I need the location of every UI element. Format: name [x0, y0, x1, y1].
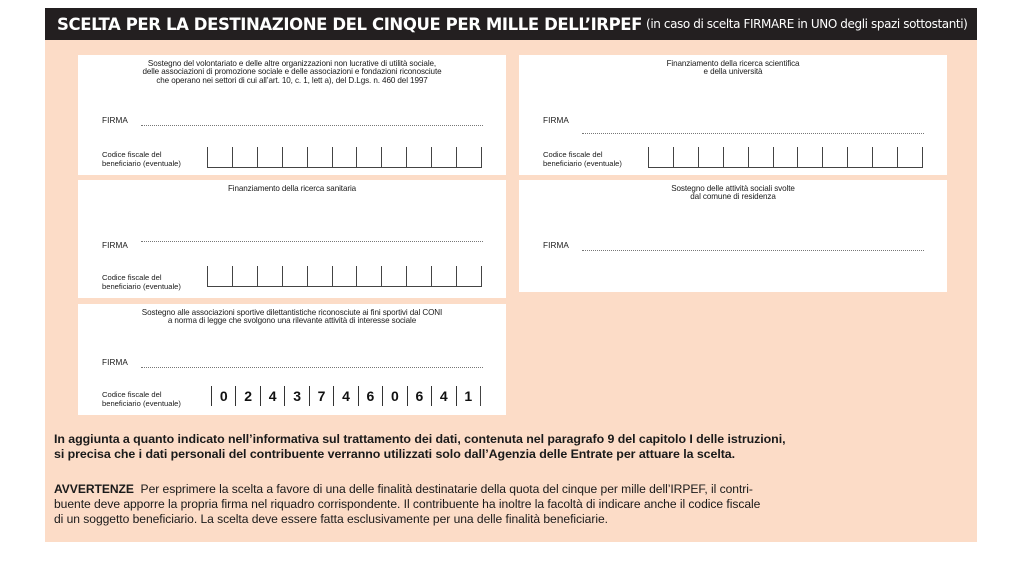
codice-fiscale-digit-cell[interactable] — [431, 266, 456, 286]
codice-fiscale-digit-cell[interactable]: 4 — [333, 386, 357, 406]
codice-fiscale-label: Codice fiscale del beneficiario (eventuale) — [102, 273, 181, 291]
codice-fiscale-digit-cell[interactable] — [456, 147, 482, 167]
codice-fiscale-digit-cell[interactable] — [381, 147, 406, 167]
codice-fiscale-label: Codice fiscale del beneficiario (eventuale) — [543, 150, 622, 168]
box-ricerca-sanitaria — [78, 180, 506, 298]
codice-fiscale-digit-cell[interactable]: 0 — [211, 386, 235, 406]
codice-fiscale-label: Codice fiscale del beneficiario (eventuale) — [102, 150, 181, 168]
codice-fiscale-label: Codice fiscale del beneficiario (eventuale) — [102, 390, 181, 408]
codice-fiscale-digit-cell[interactable] — [797, 147, 822, 167]
codice-fiscale-digit-cell[interactable] — [332, 147, 357, 167]
codice-fiscale-digit-cell[interactable] — [232, 147, 257, 167]
firma-label: FIRMA — [102, 116, 128, 125]
box-title: Sostegno delle attività sociali svolte dal comune di residenza — [671, 184, 795, 202]
privacy-note: In aggiunta a quanto indicato nell’informativa sul trattamento dei dati, contenuta nel paragrafo 9 del capitolo I delle istruzioni, si precisa che i dati personali del contribuente verranno utilizzati solo dall’Agenzia delle Entrate per attuare la scelta. — [54, 432, 786, 461]
codice-fiscale-digit-cell[interactable]: 2 — [235, 386, 259, 406]
codice-fiscale-digit-cell[interactable] — [406, 147, 431, 167]
firma-signature-line[interactable] — [141, 241, 483, 242]
codice-fiscale-digit-cell[interactable] — [381, 266, 406, 286]
firma-label: FIRMA — [543, 116, 569, 125]
firma-label: FIRMA — [543, 241, 569, 250]
avvertenze-paragraph: AVVERTENZE Per esprimere la scelta a favore di una delle finalità destinatarie della quota del cinque per mille dell’IRPEF, il contri- buente deve apporre la propria firma nel riquadro corrispondente. Il contribuente ha inoltre la facoltà di indicare anche il codice fiscale di un soggetto beneficiario. La scelta deve essere fatta esclusivamente per una delle finalità beneficiarie. — [54, 482, 761, 526]
codice-fiscale-field[interactable] — [648, 147, 923, 168]
box-title: Finanziamento della ricerca scientifica e della università — [666, 59, 800, 77]
codice-fiscale-digit-cell[interactable]: 4 — [260, 386, 284, 406]
codice-fiscale-digit-cell[interactable] — [748, 147, 773, 167]
codice-fiscale-digit-cell[interactable] — [307, 266, 332, 286]
codice-fiscale-digit-cell[interactable] — [406, 266, 431, 286]
form-header — [45, 8, 977, 40]
codice-fiscale-digit-cell[interactable]: 4 — [431, 386, 455, 406]
codice-fiscale-digit-cell[interactable] — [332, 266, 357, 286]
codice-fiscale-digit-cell[interactable]: 7 — [309, 386, 333, 406]
codice-fiscale-digit-cell[interactable] — [723, 147, 748, 167]
codice-fiscale-digit-cell[interactable] — [207, 147, 232, 167]
codice-fiscale-digit-cell[interactable] — [307, 147, 332, 167]
codice-fiscale-digit-cell[interactable] — [456, 266, 482, 286]
codice-fiscale-field[interactable] — [207, 266, 482, 287]
box-comune-residenza — [519, 180, 947, 292]
box-ricerca-scientifica — [519, 55, 947, 175]
firma-signature-line[interactable] — [582, 133, 924, 134]
firma-signature-line[interactable] — [141, 125, 483, 126]
codice-fiscale-digit-cell[interactable] — [897, 147, 923, 167]
box-title: Sostegno alle associazioni sportive dilettantistiche riconosciute ai fini sportivi dal CONI a norma di legge che svolgono una rilevante attività di interesse sociale — [141, 308, 443, 326]
codice-fiscale-digit-cell[interactable]: 1 — [456, 386, 481, 406]
firma-signature-line[interactable] — [582, 250, 924, 251]
codice-fiscale-digit-cell[interactable] — [356, 266, 381, 286]
firma-signature-line[interactable] — [141, 367, 483, 368]
codice-fiscale-digit-cell[interactable] — [773, 147, 798, 167]
codice-fiscale-digit-cell[interactable] — [673, 147, 698, 167]
codice-fiscale-digit-cell[interactable] — [282, 266, 307, 286]
codice-fiscale-digit-cell[interactable] — [431, 147, 456, 167]
box-volontariato — [78, 55, 506, 175]
codice-fiscale-digit-cell[interactable]: 6 — [358, 386, 382, 406]
firma-label: FIRMA — [102, 241, 128, 250]
codice-fiscale-digit-cell[interactable] — [648, 147, 673, 167]
codice-fiscale-digit-cell[interactable] — [822, 147, 847, 167]
form-title: SCELTA PER LA DESTINAZIONE DEL CINQUE PER MILLE DELL’IRPEF — [57, 14, 643, 34]
codice-fiscale-digit-cell[interactable]: 6 — [407, 386, 431, 406]
codice-fiscale-digit-cell[interactable]: 0 — [382, 386, 406, 406]
codice-fiscale-field[interactable] — [207, 147, 482, 168]
codice-fiscale-digit-cell[interactable] — [847, 147, 872, 167]
avvertenze-label: AVVERTENZE — [54, 482, 134, 496]
box-title: Sostegno del volontariato e delle altre organizzazioni non lucrative di utilità sociale, delle associazioni di promozione sociale e delle associazioni e fondazioni riconosciute che operano nei settori di cui all’art. 10, c. 1, lett a), del D.Lgs. n. 460 del 1997 — [142, 59, 442, 85]
codice-fiscale-digit-cell[interactable] — [207, 266, 232, 286]
box-title: Finanziamento della ricerca sanitaria — [227, 184, 357, 193]
codice-fiscale-digit-cell[interactable] — [232, 266, 257, 286]
box-associazioni-sportive — [78, 304, 506, 415]
codice-fiscale-digit-cell[interactable] — [698, 147, 723, 167]
codice-fiscale-digit-cell[interactable] — [356, 147, 381, 167]
form-subtitle: (in caso di scelta FIRMARE in UNO degli spazi sottostanti) — [646, 17, 968, 31]
codice-fiscale-digit-cell[interactable] — [257, 147, 282, 167]
firma-label: FIRMA — [102, 358, 128, 367]
codice-fiscale-digit-cell[interactable] — [257, 266, 282, 286]
codice-fiscale-digit-cell[interactable] — [872, 147, 897, 167]
codice-fiscale-digit-cell[interactable] — [282, 147, 307, 167]
codice-fiscale-field[interactable] — [211, 386, 481, 406]
codice-fiscale-digit-cell[interactable]: 3 — [284, 386, 308, 406]
cinque-per-mille-form — [45, 8, 977, 542]
